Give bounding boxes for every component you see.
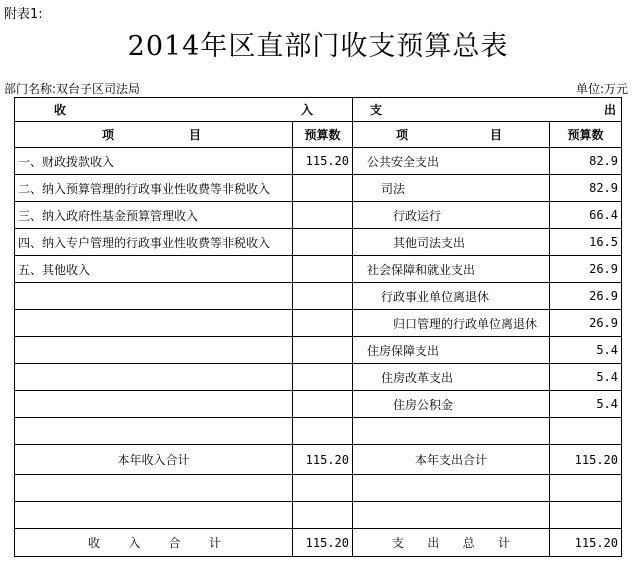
expense-item: 住房公积金 bbox=[353, 391, 550, 418]
table-row bbox=[15, 364, 622, 391]
income-header-right: 入 bbox=[300, 103, 313, 117]
income-item: 四、纳入专户管理的行政事业性收费等非税收入 bbox=[15, 229, 293, 256]
grand-income-total-label bbox=[15, 529, 293, 557]
expense-header-right: 出 bbox=[603, 103, 616, 117]
grand-expense-char: 计 bbox=[497, 536, 510, 550]
expense-amount: 5.4 bbox=[550, 391, 622, 418]
expense-amount: 66.4 bbox=[550, 202, 622, 229]
empty-row bbox=[15, 475, 622, 502]
table-row bbox=[15, 202, 622, 229]
section-header-row bbox=[15, 98, 622, 122]
income-section-header bbox=[15, 98, 353, 122]
empty-row bbox=[15, 502, 622, 529]
table-row bbox=[15, 391, 622, 418]
grand-total-row bbox=[15, 529, 622, 557]
expense-item: 社会保障和就业支出 bbox=[353, 256, 550, 283]
expense-amount: 5.4 bbox=[550, 337, 622, 364]
expense-section-header bbox=[353, 98, 622, 122]
expense-item: 行政事业单位离退休 bbox=[353, 283, 550, 310]
budget-table bbox=[14, 97, 622, 557]
income-item: 五、其他收入 bbox=[15, 256, 293, 283]
expense-item-header-left: 项 bbox=[396, 128, 409, 142]
expense-item: 其他司法支出 bbox=[353, 229, 550, 256]
empty-row bbox=[15, 418, 622, 445]
table-row bbox=[15, 256, 622, 283]
expense-item: 行政运行 bbox=[353, 202, 550, 229]
income-item bbox=[15, 283, 293, 310]
year-income-total-label: 本年收入合计 bbox=[15, 445, 293, 475]
grand-income-char: 合 bbox=[168, 536, 181, 550]
grand-expense-char: 支 bbox=[392, 536, 405, 550]
expense-amount: 26.9 bbox=[550, 256, 622, 283]
table-row bbox=[15, 175, 622, 202]
expense-item: 住房保障支出 bbox=[353, 337, 550, 364]
expense-item: 司法 bbox=[353, 175, 550, 202]
grand-income-char: 计 bbox=[208, 536, 221, 550]
unit-label: 单位:万元 bbox=[575, 82, 628, 96]
income-item bbox=[15, 310, 293, 337]
expense-item: 公共安全支出 bbox=[353, 148, 550, 175]
year-total-row bbox=[15, 445, 622, 475]
table-row bbox=[15, 310, 622, 337]
income-amount bbox=[293, 229, 353, 256]
expense-budget-header: 预算数 bbox=[550, 122, 622, 148]
income-item bbox=[15, 364, 293, 391]
table-row bbox=[15, 229, 622, 256]
year-income-total: 115.20 bbox=[293, 445, 353, 475]
expense-amount: 16.5 bbox=[550, 229, 622, 256]
table-row bbox=[15, 148, 622, 175]
department-name: 部门名称:双台子区司法局 bbox=[4, 82, 141, 96]
expense-item-header-right: 目 bbox=[489, 128, 502, 142]
grand-expense-total-label bbox=[353, 529, 550, 557]
grand-expense-char: 出 bbox=[427, 536, 440, 550]
page-title: 2014年区直部门收支预算总表 bbox=[127, 31, 509, 62]
income-item bbox=[15, 391, 293, 418]
grand-income-char: 入 bbox=[128, 536, 141, 550]
income-amount bbox=[293, 256, 353, 283]
income-item-header-right: 目 bbox=[188, 128, 201, 142]
grand-income-char: 收 bbox=[88, 536, 101, 550]
attachment-label: 附表1: bbox=[4, 7, 43, 22]
income-budget-header: 预算数 bbox=[293, 122, 353, 148]
grand-expense-total: 115.20 bbox=[550, 529, 622, 557]
income-amount bbox=[293, 337, 353, 364]
income-amount bbox=[293, 283, 353, 310]
income-item: 一、财政拨款收入 bbox=[15, 148, 293, 175]
income-amount bbox=[293, 202, 353, 229]
expense-amount: 26.9 bbox=[550, 310, 622, 337]
year-expense-total: 115.20 bbox=[550, 445, 622, 475]
table-row bbox=[15, 337, 622, 364]
income-item: 三、纳入政府性基金预算管理收入 bbox=[15, 202, 293, 229]
expense-amount: 82.9 bbox=[550, 148, 622, 175]
expense-item: 住房改革支出 bbox=[353, 364, 550, 391]
income-item-header bbox=[15, 122, 293, 148]
expense-amount: 82.9 bbox=[550, 175, 622, 202]
expense-item-header bbox=[353, 122, 550, 148]
expense-amount: 26.9 bbox=[550, 283, 622, 310]
budget-table-body bbox=[15, 98, 622, 557]
grand-income-total: 115.20 bbox=[293, 529, 353, 557]
income-item: 二、纳入预算管理的行政事业性收费等非税收入 bbox=[15, 175, 293, 202]
expense-item: 归口管理的行政单位离退休 bbox=[353, 310, 550, 337]
expense-header-left: 支 bbox=[370, 103, 383, 117]
expense-amount: 5.4 bbox=[550, 364, 622, 391]
table-row bbox=[15, 283, 622, 310]
income-item bbox=[15, 337, 293, 364]
income-item-header-left: 项 bbox=[102, 128, 115, 142]
income-amount bbox=[293, 364, 353, 391]
column-header-row bbox=[15, 122, 622, 148]
income-amount bbox=[293, 310, 353, 337]
income-header-left: 收 bbox=[54, 103, 67, 117]
income-amount bbox=[293, 391, 353, 418]
grand-expense-char: 总 bbox=[462, 536, 475, 550]
income-amount: 115.20 bbox=[293, 148, 353, 175]
year-expense-total-label: 本年支出合计 bbox=[353, 445, 550, 475]
income-amount bbox=[293, 175, 353, 202]
